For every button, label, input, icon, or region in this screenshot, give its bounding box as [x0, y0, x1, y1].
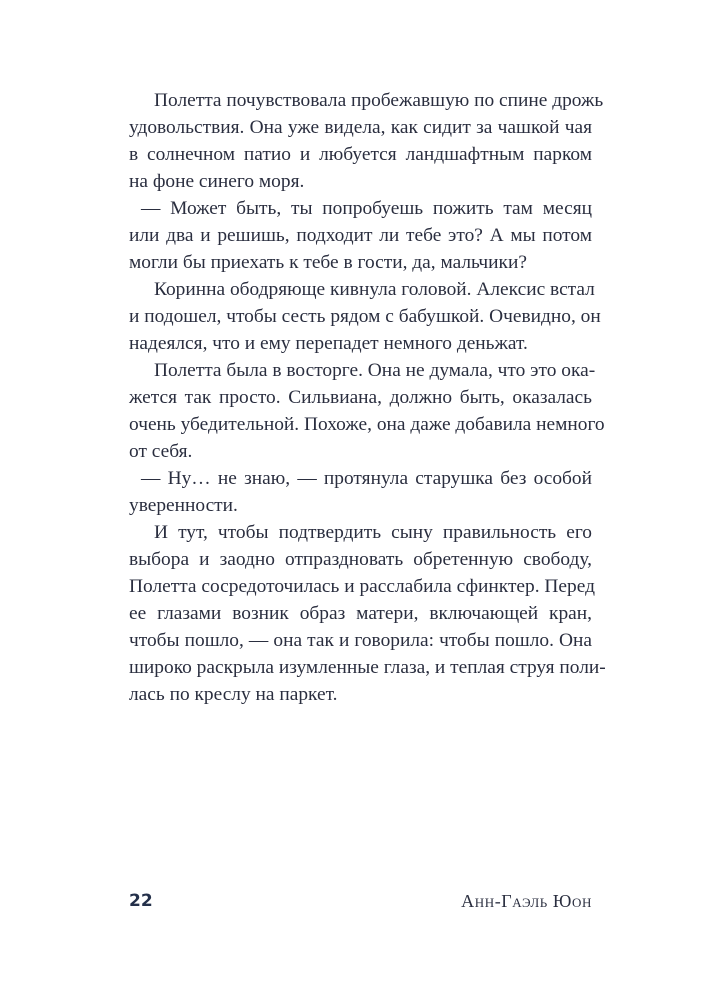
text-line: надеялся, что и ему перепадет немного деньжат.: [129, 333, 528, 354]
text-line: лась по креслу на паркет.: [129, 684, 338, 705]
body-text: [129, 87, 606, 708]
text-line: И тут, чтобы подтвердить сыну правильность его: [154, 522, 592, 543]
text-line: чтобы пошло, — она так и говорила: чтобы пошло. Она: [129, 630, 592, 651]
paragraph-4: [129, 357, 605, 465]
text-line: очень убедительной. Похоже, она даже добавила немного: [129, 414, 605, 435]
text-line: от себя.: [129, 441, 193, 462]
running-author: Анн-Гаэль Юон: [461, 891, 592, 911]
paragraph-5: [129, 465, 592, 519]
text-line: ее глазами возник образ матери, включающей кран,: [129, 603, 592, 624]
paragraph-1: [129, 87, 604, 195]
text-line: Полетта почувствовала пробежавшую по спине дрожь: [154, 90, 604, 111]
page-number: 22: [129, 891, 153, 911]
text-line: могли бы приехать к тебе в гости, да, мальчики?: [129, 252, 527, 273]
paragraph-2: [129, 195, 592, 276]
text-line: — Ну… не знаю, — протянула старушка без особой: [141, 468, 592, 489]
text-line: Коринна ободряюще кивнула головой. Алексис встал: [154, 279, 595, 300]
page-footer: [129, 889, 592, 917]
text-line: на фоне синего моря.: [129, 171, 305, 192]
text-line: Полетта сосредоточилась и расслабила сфинктер. Перед: [129, 576, 595, 597]
text-line: и подошел, чтобы сесть рядом с бабушкой. Очевидно, он: [129, 306, 601, 327]
text-line: выбора и заодно отпраздновать обретенную свободу,: [129, 549, 592, 570]
text-line: — Может быть, ты попробуешь пожить там месяц: [141, 198, 592, 219]
text-line: широко раскрыла изумленные глаза, и теплая струя поли-: [129, 657, 606, 678]
text-line: уверенности.: [129, 495, 238, 516]
text-line: удовольствия. Она уже видела, как сидит за чашкой чая: [129, 117, 592, 138]
paragraph-6: [129, 519, 606, 708]
text-line: жется так просто. Сильвиана, должно быть, оказалась: [129, 387, 592, 408]
text-line: или два и решишь, подходит ли тебе это? А мы потом: [129, 225, 592, 246]
text-line: в солнечном патио и любуется ландшафтным парком: [129, 144, 592, 165]
text-line: Полетта была в восторге. Она не думала, что это ока-: [154, 360, 596, 381]
paragraph-3: [129, 276, 601, 357]
